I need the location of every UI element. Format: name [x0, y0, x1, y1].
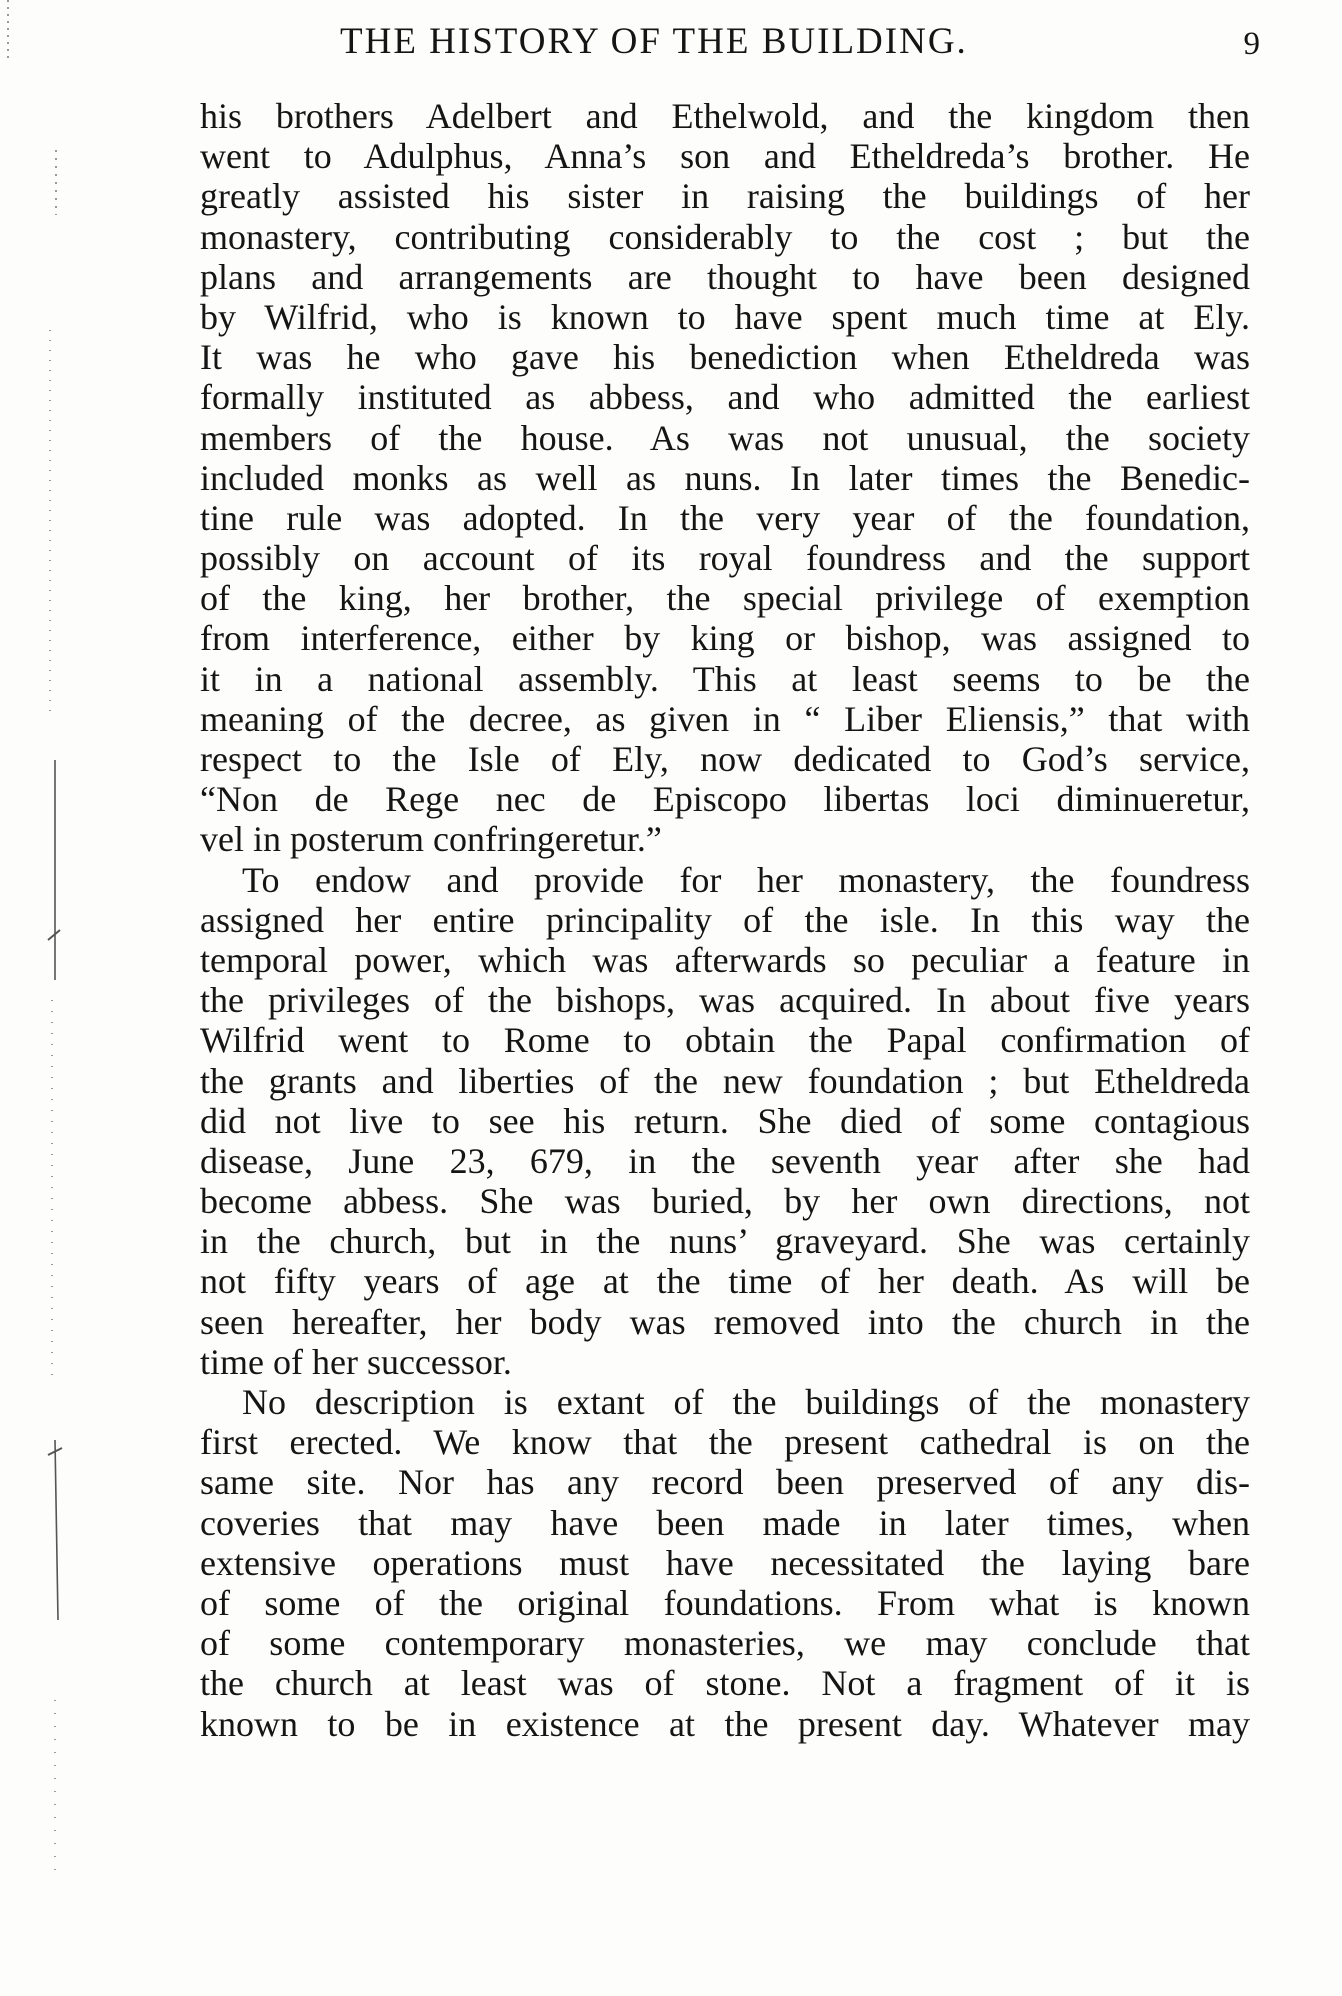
text-line: the grants and liberties of the new foundation ; but Etheldreda [200, 1060, 1250, 1101]
text-line: same site. Nor has any record been preserved of any dis- [200, 1462, 1250, 1503]
text-line: the privileges of the bishops, was acquired. In about five years [200, 980, 1250, 1021]
text-line: not fifty years of age at the time of her death. As will be [200, 1261, 1250, 1302]
text-line: vel in posterum confringeretur.” [200, 819, 662, 860]
text-line: meaning of the decree, as given in “ Liber Eliensis,” that with [200, 698, 1250, 739]
text-line: disease, June 23, 679, in the seventh year after she had [200, 1140, 1250, 1181]
text-line: “Non de Rege nec de Episcopo libertas loci diminueretur, [200, 779, 1250, 820]
text-line: It was he who gave his benediction when Etheldreda was [200, 337, 1250, 378]
text-line: his brothers Adelbert and Ethelwold, and the kingdom then [200, 96, 1250, 136]
text-line: of some contemporary monasteries, we may conclude that [200, 1623, 1250, 1664]
text-line: of the king, her brother, the special privilege of exemption [200, 578, 1250, 619]
text-line: plans and arrangements are thought to have been designed [200, 256, 1250, 297]
text-line: from interference, either by king or bishop, was assigned to [200, 618, 1250, 659]
text-line: become abbess. She was buried, by her own directions, not [200, 1181, 1250, 1222]
text-line: respect to the Isle of Ely, now dedicated to God’s service, [200, 739, 1250, 779]
text-line: known to be in existence at the present day. Whatever may [200, 1703, 1250, 1744]
text-line: time of her successor. [200, 1341, 512, 1382]
paragraph [200, 860, 1250, 1382]
text-line: in the church, but in the nuns’ graveyard. She was certainly [200, 1221, 1250, 1262]
text-line: did not live to see his return. She died of some contagious [200, 1100, 1250, 1141]
text-line: members of the house. As was not unusual, the society [200, 417, 1250, 458]
text-line: it in a national assembly. This at least seems to be the [200, 658, 1250, 699]
text-line: by Wilfrid, who is known to have spent much time at Ely. [200, 296, 1250, 337]
text-line: of some of the original foundations. From what is known [200, 1582, 1250, 1623]
text-line: tine rule was adopted. In the very year of the foundation, [200, 497, 1250, 538]
text-line: formally instituted as abbess, and who admitted the earliest [200, 377, 1250, 418]
text-line: the church at least was of stone. Not a fragment of it is [200, 1663, 1250, 1704]
text-line: greatly assisted his sister in raising the buildings of her [200, 176, 1250, 217]
text-line: went to Adulphus, Anna’s son and Etheldreda’s brother. He [200, 136, 1250, 177]
paragraph [200, 1382, 1250, 1744]
running-head: THE HISTORY OF THE BUILDING. [340, 21, 968, 62]
page-number: 9 [1243, 26, 1260, 62]
text-line: temporal power, which was afterwards so peculiar a feature in [200, 939, 1250, 980]
text-line: assigned her entire principality of the isle. In this way the [200, 899, 1250, 940]
body-text [200, 96, 1250, 1744]
text-line: first erected. We know that the present cathedral is on the [200, 1422, 1250, 1463]
text-line: No description is extant of the buildings of the monastery [242, 1382, 1250, 1422]
text-line: Wilfrid went to Rome to obtain the Papal confirmation of [200, 1020, 1250, 1061]
paragraph [200, 96, 1250, 860]
text-line: included monks as well as nuns. In later times the Benedic- [200, 457, 1250, 498]
text-line: extensive operations must have necessitated the laying bare [200, 1542, 1250, 1583]
text-line: seen hereafter, her body was removed into the church in the [200, 1301, 1250, 1342]
page-header [340, 16, 1260, 76]
text-line: To endow and provide for her monastery, the foundress [242, 859, 1250, 900]
text-line: monastery, contributing considerably to the cost ; but the [200, 216, 1250, 257]
binding-gutter-marks [0, 0, 80, 1996]
text-line: coveries that may have been made in later times, when [200, 1502, 1250, 1543]
text-line: possibly on account of its royal foundress and the support [200, 538, 1250, 579]
